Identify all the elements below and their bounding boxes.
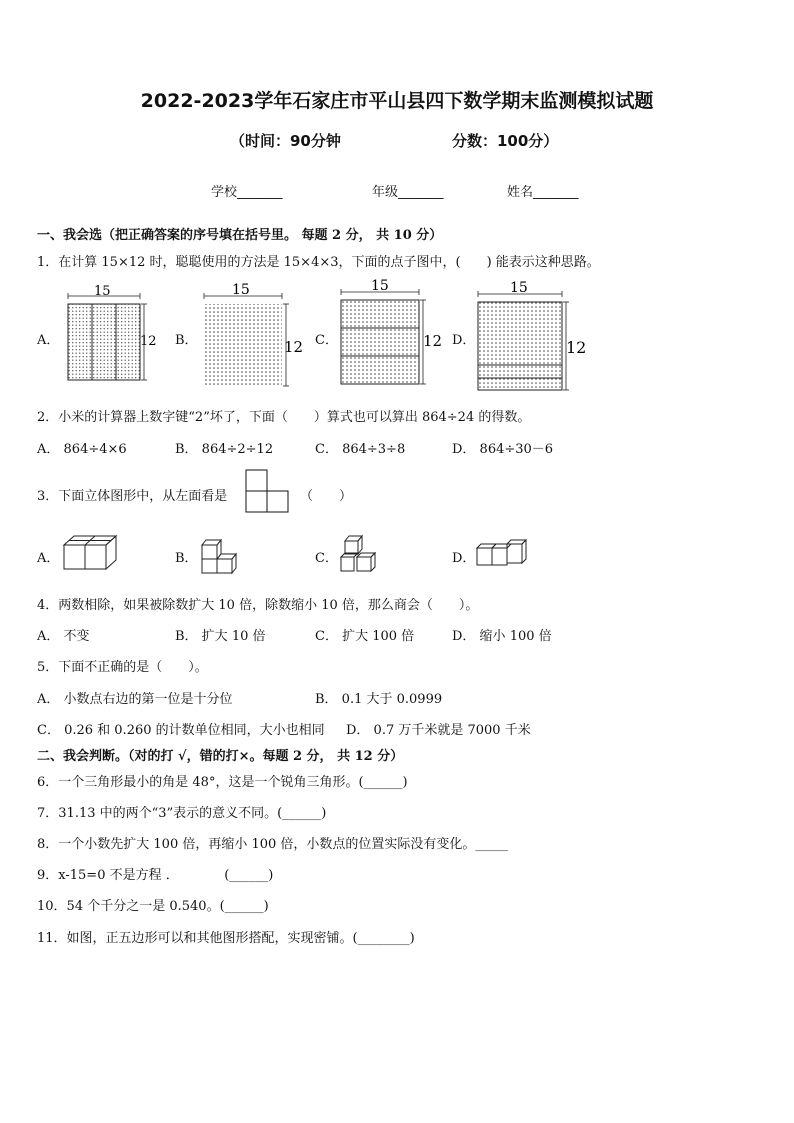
name-field: 姓名_______ [507, 185, 579, 200]
dot-diagram-c [337, 280, 447, 390]
q5-option-d: D． 0.7 万千米就是 7000 千米 [346, 723, 531, 738]
question-6-text: 6．一个三角形最小的角是 48°，这是一个锐角三角形。(______) [37, 775, 408, 790]
svg-text:12: 12 [423, 332, 443, 350]
question-1-text: 1．在计算 15×12 时，聪聪使用的方法是 15×4×3，下面的点子图中，( ) 能表示这种思路。 [37, 255, 600, 270]
svg-text:12: 12 [284, 338, 304, 356]
section2-heading: 二、我会判断。（对的打 √，错的打×。每题 2 分， 共 12 分） [37, 749, 404, 764]
question-4-text: 4．两数相除，如果被除数扩大 10 倍，除数缩小 10 倍，那么商会（ ）。 [37, 598, 479, 613]
q2-option-b: B． 864÷2÷12 [175, 442, 274, 457]
svg-text:12: 12 [140, 334, 157, 349]
page-title: 2022-2023学年石家庄市平山县四下数学期末监测模拟试题 [140, 90, 654, 112]
left-view-shape-icon [245, 469, 291, 513]
q4-option-a: A． 不变 [37, 629, 90, 644]
cube-figure-d [475, 538, 535, 572]
q5-option-a: A． 小数点右边的第一位是十分位 [37, 692, 233, 707]
school-field: 学校_______ [211, 185, 283, 200]
q5-option-c: C． 0.26 和 0.260 的计数单位相同，大小也相同 [37, 723, 325, 738]
q1-option-c-label: C． [315, 333, 338, 348]
dot-diagram-d [474, 281, 594, 396]
question-3-text: 3．下面立体图形中，从左面看是 [37, 489, 228, 504]
grade-field: 年级_______ [372, 185, 444, 200]
cube-figure-b [199, 536, 245, 576]
q1-option-d-label: D． [452, 333, 476, 348]
q3-option-b-label: B． [175, 551, 198, 566]
section1-heading: 一、我会选（把正确答案的序号填在括号里。 每题 2 分， 共 10 分） [37, 228, 443, 243]
question-7-text: 7．31.13 中的两个“3”表示的意义不同。(______) [37, 806, 327, 821]
svg-text:12: 12 [566, 338, 587, 357]
q2-option-a: A． 864÷4×6 [37, 442, 127, 457]
q1-option-b-label: B． [175, 333, 198, 348]
q5-option-b: B． 0.1 大于 0.0999 [315, 692, 443, 707]
svg-text:15: 15 [371, 278, 389, 294]
q2-option-c: C． 864÷3÷8 [315, 442, 406, 457]
q1-option-a-label: A． [37, 333, 60, 348]
dot-diagram-b [200, 282, 310, 392]
q2-option-d: D． 864÷30－6 [452, 442, 554, 457]
svg-text:15: 15 [94, 284, 111, 299]
svg-text:15: 15 [510, 280, 528, 296]
exam-score: 分数：100分） [452, 132, 559, 150]
q3-option-c-label: C． [315, 551, 338, 566]
question-10-text: 10．54 个千分之一是 0.540。(______) [37, 899, 269, 914]
q4-option-c: C． 扩大 100 倍 [315, 629, 415, 644]
cube-figure-c [337, 532, 383, 576]
q3-option-d-label: D． [452, 551, 476, 566]
q4-option-b: B． 扩大 10 倍 [175, 629, 266, 644]
svg-text:15: 15 [232, 282, 250, 298]
exam-time: （时间：90分钟 [230, 132, 341, 150]
question-2-text: 2．小米的计算器上数字键“2”坏了，下面（ ）算式也可以算出 864÷24 的得数。 [37, 410, 531, 425]
q4-option-d: D． 缩小 100 倍 [452, 629, 552, 644]
question-8-text: 8．一个小数先扩大 100 倍，再缩小 100 倍，小数点的位置实际没有变化。_____ [37, 837, 508, 852]
question-3-paren: （ ） [300, 489, 353, 504]
question-9-text: 9．x-15=0 不是方程 ． (______) [37, 868, 274, 883]
question-11-text: 11．如图，正五边形可以和其他图形搭配，实现密铺。(________) [37, 931, 415, 946]
dot-diagram-a [64, 285, 164, 385]
cube-figure-a [62, 533, 122, 573]
question-5-text: 5．下面不正确的是（ ）。 [37, 660, 208, 675]
q3-option-a-label: A． [37, 551, 60, 566]
